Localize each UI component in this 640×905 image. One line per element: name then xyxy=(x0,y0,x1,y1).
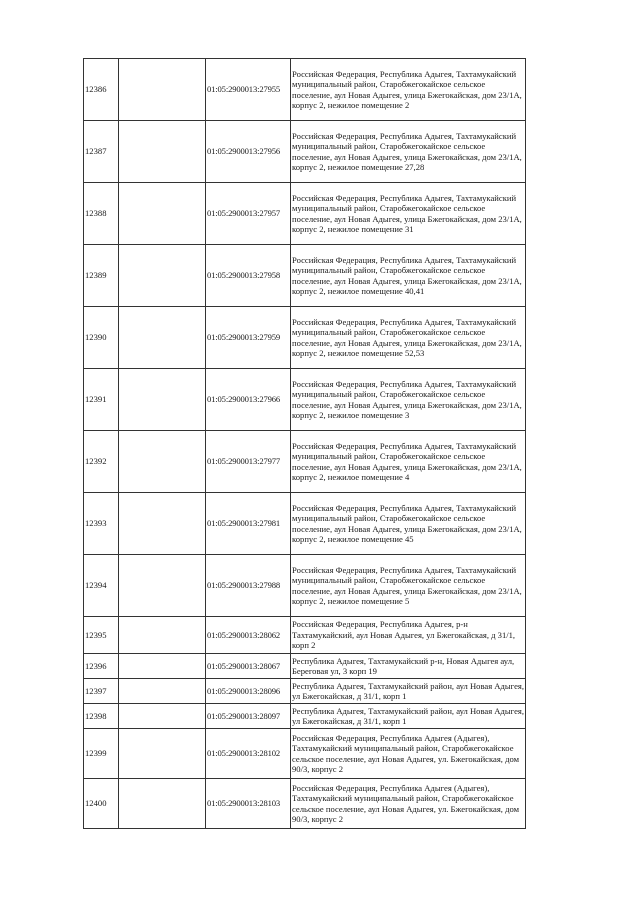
cadastral-number-cell: 01:05:2900013:27958 xyxy=(206,245,291,307)
empty-cell xyxy=(119,369,206,431)
table-row xyxy=(84,654,526,679)
table-row xyxy=(84,183,526,245)
cadastral-number-cell: 01:05:2900013:28103 xyxy=(206,779,291,829)
empty-cell xyxy=(119,679,206,704)
empty-cell xyxy=(119,654,206,679)
row-number-cell: 12388 xyxy=(84,183,119,245)
table-row xyxy=(84,729,526,779)
cadastral-number-cell: 01:05:2900013:28096 xyxy=(206,679,291,704)
cadastral-number-cell: 01:05:2900013:27981 xyxy=(206,493,291,555)
empty-cell xyxy=(119,493,206,555)
address-cell: Российская Федерация, Республика Адыгея, Тахтамукайский муниципальный район, Старобжегокайское сельское поселение, аул Новая Адыгея, улица Бжегокайская, дом 23/1А, корпус 2, нежилое помещение 31 xyxy=(291,183,526,245)
cadastral-number-cell: 01:05:2900013:27957 xyxy=(206,183,291,245)
empty-cell xyxy=(119,617,206,654)
address-cell: Республика Адыгея, Тахтамукайский район, аул Новая Адыгея, ул Бжегокайская, д 31/1, корп 1 xyxy=(291,679,526,704)
empty-cell xyxy=(119,704,206,729)
row-number-cell: 12392 xyxy=(84,431,119,493)
table-row xyxy=(84,59,526,121)
cadastral-number-cell: 01:05:2900013:28102 xyxy=(206,729,291,779)
empty-cell xyxy=(119,245,206,307)
address-cell: Республика Адыгея, Тахтамукайский район, аул Новая Адыгея, ул Бжегокайская, д 31/1, корп 1 xyxy=(291,704,526,729)
address-cell: Российская Федерация, Республика Адыгея, р-н Тахтамукайский, аул Новая Адыгея, ул Бжегокайская, д 31/1, корп 2 xyxy=(291,617,526,654)
cadastral-number-cell: 01:05:2900013:27956 xyxy=(206,121,291,183)
empty-cell xyxy=(119,59,206,121)
address-cell: Российская Федерация, Республика Адыгея, Тахтамукайский муниципальный район, Старобжегокайское сельское поселение, аул Новая Адыгея, улица Бжегокайская, дом 23/1А, корпус 2, нежилое помещение 3 xyxy=(291,369,526,431)
empty-cell xyxy=(119,121,206,183)
registry-table xyxy=(83,58,526,829)
cadastral-number-cell: 01:05:2900013:27955 xyxy=(206,59,291,121)
row-number-cell: 12395 xyxy=(84,617,119,654)
table-row xyxy=(84,679,526,704)
row-number-cell: 12387 xyxy=(84,121,119,183)
row-number-cell: 12400 xyxy=(84,779,119,829)
table-row xyxy=(84,431,526,493)
cadastral-number-cell: 01:05:2900013:27966 xyxy=(206,369,291,431)
registry-table-body xyxy=(84,59,526,829)
address-cell: Российская Федерация, Республика Адыгея, Тахтамукайский муниципальный район, Старобжегокайское сельское поселение, аул Новая Адыгея, улица Бжегокайская, дом 23/1А, корпус 2, нежилое помещение 52,53 xyxy=(291,307,526,369)
row-number-cell: 12391 xyxy=(84,369,119,431)
table-row xyxy=(84,245,526,307)
address-cell: Российская Федерация, Республика Адыгея (Адыгея), Тахтамукайский муниципальный район, Старобжегокайское сельское поселение, аул Новая Адыгея, ул. Бжегокайская, дом 90/3, корпус 2 xyxy=(291,779,526,829)
cadastral-number-cell: 01:05:2900013:27959 xyxy=(206,307,291,369)
address-cell: Российская Федерация, Республика Адыгея, Тахтамукайский муниципальный район, Старобжегокайское сельское поселение, аул Новая Адыгея, улица Бжегокайская, дом 23/1А, корпус 2, нежилое помещение 45 xyxy=(291,493,526,555)
table-row xyxy=(84,555,526,617)
address-cell: Российская Федерация, Республика Адыгея, Тахтамукайский муниципальный район, Старобжегокайское сельское поселение, аул Новая Адыгея, улица Бжегокайская, дом 23/1А, корпус 2, нежилое помещение 4 xyxy=(291,431,526,493)
row-number-cell: 12389 xyxy=(84,245,119,307)
row-number-cell: 12398 xyxy=(84,704,119,729)
empty-cell xyxy=(119,431,206,493)
empty-cell xyxy=(119,555,206,617)
cadastral-number-cell: 01:05:2900013:27977 xyxy=(206,431,291,493)
row-number-cell: 12397 xyxy=(84,679,119,704)
address-cell: Российская Федерация, Республика Адыгея, Тахтамукайский муниципальный район, Старобжегокайское сельское поселение, аул Новая Адыгея, улица Бжегокайская, дом 23/1А, корпус 2, нежилое помещение 2 xyxy=(291,59,526,121)
table-row xyxy=(84,617,526,654)
address-cell: Республика Адыгея, Тахтамукайский р-н, Новая Адыгея аул, Береговая ул, 3 корп 19 xyxy=(291,654,526,679)
row-number-cell: 12396 xyxy=(84,654,119,679)
cadastral-number-cell: 01:05:2900013:28097 xyxy=(206,704,291,729)
cadastral-number-cell: 01:05:2900013:28067 xyxy=(206,654,291,679)
cadastral-number-cell: 01:05:2900013:27988 xyxy=(206,555,291,617)
table-row xyxy=(84,704,526,729)
empty-cell xyxy=(119,729,206,779)
empty-cell xyxy=(119,779,206,829)
table-row xyxy=(84,493,526,555)
table-row xyxy=(84,369,526,431)
row-number-cell: 12393 xyxy=(84,493,119,555)
table-row xyxy=(84,779,526,829)
row-number-cell: 12399 xyxy=(84,729,119,779)
empty-cell xyxy=(119,183,206,245)
address-cell: Российская Федерация, Республика Адыгея, Тахтамукайский муниципальный район, Старобжегокайское сельское поселение, аул Новая Адыгея, улица Бжегокайская, дом 23/1А, корпус 2, нежилое помещение 40,41 xyxy=(291,245,526,307)
table-row xyxy=(84,307,526,369)
row-number-cell: 12390 xyxy=(84,307,119,369)
address-cell: Российская Федерация, Республика Адыгея, Тахтамукайский муниципальный район, Старобжегокайское сельское поселение, аул Новая Адыгея, улица Бжегокайская, дом 23/1А, корпус 2, нежилое помещение 27,28 xyxy=(291,121,526,183)
row-number-cell: 12386 xyxy=(84,59,119,121)
row-number-cell: 12394 xyxy=(84,555,119,617)
table-row xyxy=(84,121,526,183)
cadastral-number-cell: 01:05:2900013:28062 xyxy=(206,617,291,654)
address-cell: Российская Федерация, Республика Адыгея (Адыгея), Тахтамукайский муниципальный район, Старобжегокайское сельское поселение, аул Новая Адыгея, ул. Бжегокайская, дом 90/3, корпус 2 xyxy=(291,729,526,779)
address-cell: Российская Федерация, Республика Адыгея, Тахтамукайский муниципальный район, Старобжегокайское сельское поселение, аул Новая Адыгея, улица Бжегокайская, дом 23/1А, корпус 2, нежилое помещение 5 xyxy=(291,555,526,617)
empty-cell xyxy=(119,307,206,369)
